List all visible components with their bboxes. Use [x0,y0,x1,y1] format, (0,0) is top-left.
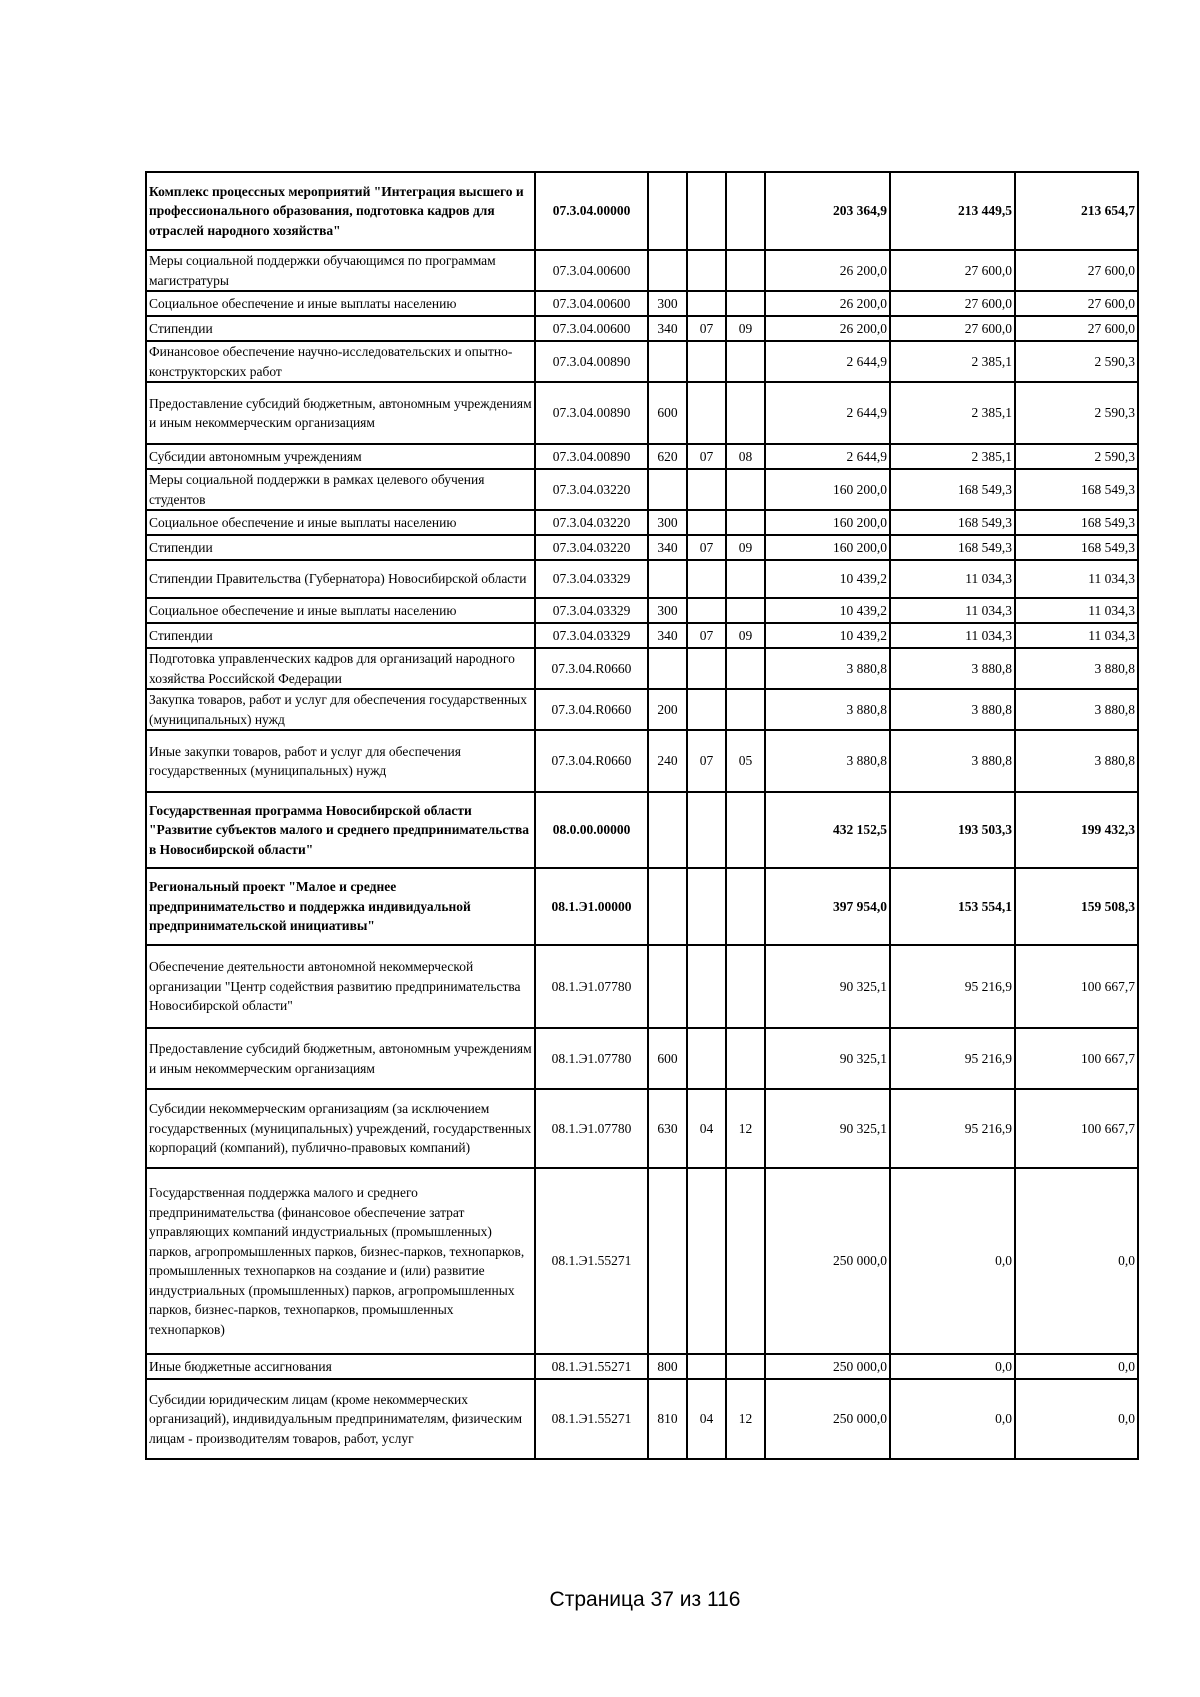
row-amount-year2: 11 034,3 [890,560,1015,598]
row-code: 08.1.Э1.55271 [535,1354,648,1379]
row-amount-year3: 27 600,0 [1015,291,1138,316]
row-amount-year3: 199 432,3 [1015,792,1138,868]
row-rz [687,598,726,623]
row-name: Меры социальной поддержки в рамках целевого обучения студентов [146,469,535,510]
row-pr [726,250,765,291]
row-amount-year3: 0,0 [1015,1379,1138,1459]
row-amount-year2: 95 216,9 [890,1028,1015,1089]
row-vr [648,341,687,382]
row-code: 07.3.04.00600 [535,316,648,341]
row-vr: 600 [648,382,687,444]
row-name: Стипендии [146,623,535,648]
row-amount-year3: 3 880,8 [1015,648,1138,689]
row-code: 07.3.04.03220 [535,510,648,535]
row-pr [726,1028,765,1089]
table-row [146,623,1138,648]
row-name: Подготовка управленческих кадров для организаций народного хозяйства Российской Федерации [146,648,535,689]
row-code: 07.3.04.03329 [535,560,648,598]
row-amount-year2: 27 600,0 [890,250,1015,291]
row-amount-year1: 90 325,1 [765,1089,890,1168]
row-amount-year2: 0,0 [890,1379,1015,1459]
row-code: 08.1.Э1.07780 [535,1089,648,1168]
row-name: Стипендии [146,535,535,560]
table-row [146,1379,1138,1459]
row-amount-year2: 3 880,8 [890,648,1015,689]
row-amount-year2: 0,0 [890,1168,1015,1354]
row-name: Социальное обеспечение и иные выплаты населению [146,291,535,316]
row-amount-year2: 27 600,0 [890,316,1015,341]
row-vr: 630 [648,1089,687,1168]
row-amount-year2: 2 385,1 [890,341,1015,382]
row-name: Комплекс процессных мероприятий "Интеграция высшего и профессионального образования, подготовка кадров для отраслей народного хозяйства" [146,172,535,250]
row-vr [648,648,687,689]
row-name: Меры социальной поддержки обучающимся по программам магистратуры [146,250,535,291]
row-code: 07.3.04.03329 [535,598,648,623]
row-code: 07.3.04.00890 [535,444,648,469]
table-row [146,382,1138,444]
table-row [146,469,1138,510]
row-pr: 09 [726,535,765,560]
row-vr [648,945,687,1028]
row-name: Иные бюджетные ассигнования [146,1354,535,1379]
row-amount-year3: 168 549,3 [1015,535,1138,560]
table-row [146,1354,1138,1379]
row-rz [687,250,726,291]
row-amount-year1: 2 644,9 [765,382,890,444]
row-amount-year3: 11 034,3 [1015,598,1138,623]
row-amount-year1: 432 152,5 [765,792,890,868]
row-amount-year1: 90 325,1 [765,1028,890,1089]
row-name: Государственная программа Новосибирской области "Развитие субъектов малого и среднего предпринимательства в Новосибирской области" [146,792,535,868]
row-pr [726,172,765,250]
table-row [146,792,1138,868]
row-amount-year1: 160 200,0 [765,510,890,535]
row-name: Субсидии автономным учреждениям [146,444,535,469]
row-name: Предоставление субсидий бюджетным, автономным учреждениям и иным некоммерческим организациям [146,1028,535,1089]
row-amount-year1: 250 000,0 [765,1168,890,1354]
row-pr [726,291,765,316]
row-name: Закупка товаров, работ и услуг для обеспечения государственных (муниципальных) нужд [146,689,535,730]
row-amount-year1: 26 200,0 [765,291,890,316]
row-rz: 04 [687,1379,726,1459]
row-amount-year3: 0,0 [1015,1354,1138,1379]
row-name: Субсидии юридическим лицам (кроме некоммерческих организаций), индивидуальным предпринимателям, физическим лицам - производителям товаров, работ, услуг [146,1379,535,1459]
row-pr [726,792,765,868]
row-code: 07.3.04.00890 [535,382,648,444]
row-rz: 07 [687,730,726,792]
row-vr: 800 [648,1354,687,1379]
row-pr: 09 [726,316,765,341]
row-amount-year1: 250 000,0 [765,1354,890,1379]
row-rz [687,945,726,1028]
row-amount-year2: 193 503,3 [890,792,1015,868]
row-pr [726,1354,765,1379]
row-vr [648,868,687,945]
row-amount-year3: 27 600,0 [1015,316,1138,341]
row-amount-year3: 3 880,8 [1015,689,1138,730]
table-row [146,1168,1138,1354]
row-rz: 07 [687,535,726,560]
row-name: Предоставление субсидий бюджетным, автономным учреждениям и иным некоммерческим организациям [146,382,535,444]
row-amount-year3: 100 667,7 [1015,1028,1138,1089]
table-row [146,868,1138,945]
table-row [146,172,1138,250]
row-name: Финансовое обеспечение научно-исследовательских и опытно-конструкторских работ [146,341,535,382]
table-row [146,291,1138,316]
row-amount-year1: 10 439,2 [765,598,890,623]
row-amount-year1: 3 880,8 [765,730,890,792]
row-amount-year2: 11 034,3 [890,598,1015,623]
row-rz [687,689,726,730]
table-row [146,560,1138,598]
row-vr [648,469,687,510]
row-rz [687,1028,726,1089]
row-amount-year1: 160 200,0 [765,535,890,560]
row-vr [648,172,687,250]
row-pr [726,868,765,945]
table-row [146,341,1138,382]
row-vr [648,1168,687,1354]
row-pr [726,560,765,598]
row-amount-year3: 159 508,3 [1015,868,1138,945]
row-rz [687,792,726,868]
row-vr: 300 [648,510,687,535]
row-amount-year2: 11 034,3 [890,623,1015,648]
row-vr: 340 [648,535,687,560]
budget-table-body [146,172,1138,1459]
row-rz: 07 [687,444,726,469]
row-amount-year3: 168 549,3 [1015,510,1138,535]
row-code: 08.0.00.00000 [535,792,648,868]
row-amount-year2: 95 216,9 [890,1089,1015,1168]
row-amount-year1: 250 000,0 [765,1379,890,1459]
row-pr [726,689,765,730]
row-rz [687,341,726,382]
row-code: 07.3.04.R0660 [535,730,648,792]
row-amount-year1: 2 644,9 [765,444,890,469]
row-pr [726,598,765,623]
row-amount-year1: 26 200,0 [765,250,890,291]
row-amount-year1: 397 954,0 [765,868,890,945]
row-amount-year3: 2 590,3 [1015,444,1138,469]
row-amount-year3: 11 034,3 [1015,623,1138,648]
row-code: 07.3.04.00890 [535,341,648,382]
row-rz [687,172,726,250]
page-number: Страница 37 из 116 [549,1588,741,1611]
row-pr [726,510,765,535]
row-name: Социальное обеспечение и иные выплаты населению [146,510,535,535]
row-pr [726,469,765,510]
row-code: 07.3.04.03220 [535,469,648,510]
row-rz [687,291,726,316]
table-row [146,598,1138,623]
row-code: 08.1.Э1.07780 [535,1028,648,1089]
row-rz [687,868,726,945]
row-amount-year1: 2 644,9 [765,341,890,382]
row-amount-year3: 168 549,3 [1015,469,1138,510]
row-pr [726,1168,765,1354]
row-amount-year1: 160 200,0 [765,469,890,510]
row-name: Стипендии Правительства (Губернатора) Новосибирской области [146,560,535,598]
row-vr: 200 [648,689,687,730]
row-rz: 07 [687,316,726,341]
row-vr: 340 [648,623,687,648]
row-code: 08.1.Э1.07780 [535,945,648,1028]
row-code: 07.3.04.00600 [535,291,648,316]
row-amount-year2: 153 554,1 [890,868,1015,945]
row-amount-year3: 2 590,3 [1015,382,1138,444]
row-rz: 07 [687,623,726,648]
row-amount-year1: 203 364,9 [765,172,890,250]
row-amount-year2: 2 385,1 [890,444,1015,469]
row-code: 07.3.04.00600 [535,250,648,291]
row-amount-year2: 0,0 [890,1354,1015,1379]
row-code: 07.3.04.00000 [535,172,648,250]
row-vr: 300 [648,598,687,623]
row-code: 07.3.04.R0660 [535,648,648,689]
table-row [146,535,1138,560]
row-code: 08.1.Э1.00000 [535,868,648,945]
row-amount-year2: 27 600,0 [890,291,1015,316]
row-vr: 600 [648,1028,687,1089]
row-rz [687,1354,726,1379]
row-vr: 810 [648,1379,687,1459]
row-rz [687,382,726,444]
row-amount-year3: 100 667,7 [1015,1089,1138,1168]
row-name: Иные закупки товаров, работ и услуг для обеспечения государственных (муниципальных) нужд [146,730,535,792]
row-amount-year2: 2 385,1 [890,382,1015,444]
row-code: 08.1.Э1.55271 [535,1379,648,1459]
row-amount-year3: 3 880,8 [1015,730,1138,792]
row-name: Обеспечение деятельности автономной некоммерческой организации "Центр содействия развитию предпринимательства Новосибирской области" [146,945,535,1028]
row-pr [726,341,765,382]
table-row [146,730,1138,792]
row-amount-year2: 3 880,8 [890,689,1015,730]
row-amount-year2: 213 449,5 [890,172,1015,250]
table-row [146,689,1138,730]
row-code: 08.1.Э1.55271 [535,1168,648,1354]
row-vr [648,560,687,598]
row-amount-year3: 2 590,3 [1015,341,1138,382]
row-code: 07.3.04.03220 [535,535,648,560]
table-row [146,250,1138,291]
table-row [146,510,1138,535]
row-amount-year1: 10 439,2 [765,560,890,598]
row-rz [687,560,726,598]
row-rz [687,1168,726,1354]
row-vr [648,792,687,868]
table-row [146,444,1138,469]
row-name: Стипендии [146,316,535,341]
row-amount-year3: 100 667,7 [1015,945,1138,1028]
row-pr [726,648,765,689]
row-amount-year1: 10 439,2 [765,623,890,648]
row-name: Социальное обеспечение и иные выплаты населению [146,598,535,623]
row-pr: 12 [726,1089,765,1168]
row-amount-year2: 168 549,3 [890,469,1015,510]
row-vr: 620 [648,444,687,469]
row-name: Региональный проект "Малое и среднее предпринимательство и поддержка индивидуальной предпринимательской инициативы" [146,868,535,945]
table-row [146,1089,1138,1168]
row-pr: 05 [726,730,765,792]
row-amount-year1: 26 200,0 [765,316,890,341]
row-amount-year3: 27 600,0 [1015,250,1138,291]
row-amount-year3: 0,0 [1015,1168,1138,1354]
row-name: Государственная поддержка малого и среднего предпринимательства (финансовое обеспечение затрат управляющих компаний индустриальных (промышленных) парков, агропромышленных парков, бизнес-парков, технопарков, промышленных технопарков на создание и (или) развитие индустриальных (промышленных) парков, агропромышленных парков, бизнес-парков, технопарков, промышленных технопарков) [146,1168,535,1354]
row-rz [687,469,726,510]
table-row [146,945,1138,1028]
budget-table [145,171,1139,1460]
row-amount-year2: 168 549,3 [890,535,1015,560]
row-amount-year3: 11 034,3 [1015,560,1138,598]
row-pr: 08 [726,444,765,469]
row-amount-year2: 3 880,8 [890,730,1015,792]
table-row [146,648,1138,689]
row-rz [687,648,726,689]
row-amount-year2: 168 549,3 [890,510,1015,535]
row-rz [687,510,726,535]
row-name: Субсидии некоммерческим организациям (за исключением государственных (муниципальных) учреждений, государственных корпораций (компаний), публично-правовых компаний) [146,1089,535,1168]
row-rz: 04 [687,1089,726,1168]
row-pr [726,945,765,1028]
row-pr: 12 [726,1379,765,1459]
row-amount-year1: 3 880,8 [765,689,890,730]
row-amount-year1: 90 325,1 [765,945,890,1028]
row-pr [726,382,765,444]
row-code: 07.3.04.R0660 [535,689,648,730]
row-vr [648,250,687,291]
row-pr: 09 [726,623,765,648]
row-amount-year1: 3 880,8 [765,648,890,689]
table-row [146,316,1138,341]
row-amount-year2: 95 216,9 [890,945,1015,1028]
table-row [146,1028,1138,1089]
row-code: 07.3.04.03329 [535,623,648,648]
row-amount-year3: 213 654,7 [1015,172,1138,250]
row-vr: 300 [648,291,687,316]
row-vr: 240 [648,730,687,792]
row-vr: 340 [648,316,687,341]
